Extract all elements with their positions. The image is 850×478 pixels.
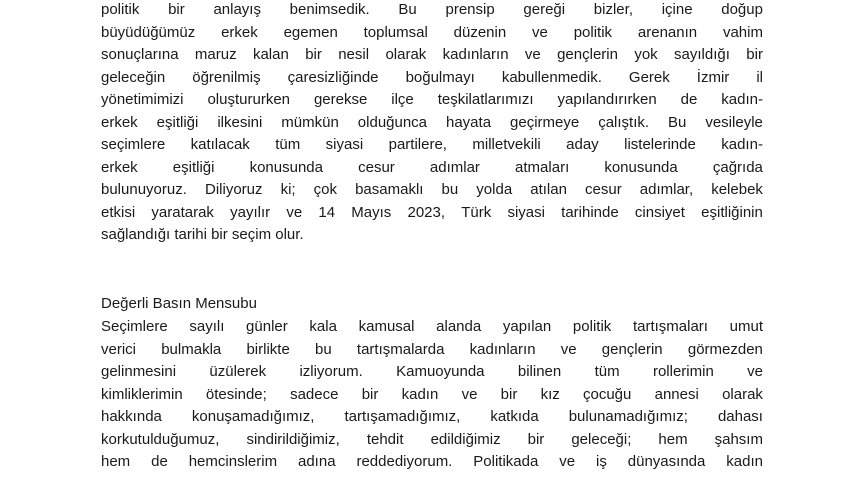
word: oluştururken bbox=[207, 91, 290, 108]
word: adımlar, bbox=[639, 181, 694, 198]
word: siyasi bbox=[325, 136, 364, 153]
word: bir bbox=[361, 385, 379, 403]
word: Gerek bbox=[628, 68, 670, 86]
word: bu bbox=[441, 181, 459, 198]
word: bizler, bbox=[593, 1, 633, 18]
word: yönetimimizi bbox=[101, 91, 184, 108]
word: ki; bbox=[280, 181, 296, 198]
word: kadın bbox=[726, 453, 763, 470]
word: politik bbox=[101, 1, 140, 18]
word: hem bbox=[658, 430, 688, 448]
word: bir bbox=[168, 1, 185, 18]
word: etkisi bbox=[101, 203, 136, 221]
word: Diliyoruz bbox=[204, 181, 263, 198]
word: çok bbox=[313, 181, 337, 198]
word: gerekse bbox=[313, 91, 368, 108]
paragraph-1-line bbox=[101, 134, 763, 157]
word: yok bbox=[634, 46, 658, 63]
word: çağrıda bbox=[712, 158, 763, 176]
word: hakkında bbox=[101, 408, 162, 425]
word: eşitliğinin bbox=[701, 203, 763, 221]
word: Kamuoyunda bbox=[396, 363, 485, 380]
word: anlayış bbox=[213, 1, 261, 18]
word: prensip bbox=[445, 1, 495, 18]
word: 2023, bbox=[407, 203, 446, 221]
word: izliyorum. bbox=[299, 363, 363, 380]
word: dahası bbox=[717, 408, 763, 425]
word: boğulmayı bbox=[405, 68, 475, 86]
word: maruz bbox=[194, 46, 237, 63]
word: ve bbox=[559, 453, 576, 470]
word: ve bbox=[747, 363, 763, 380]
paragraph-2-line bbox=[101, 429, 763, 452]
word: tartışamadığımız, bbox=[344, 408, 461, 425]
word: kadın bbox=[401, 385, 439, 403]
word: de bbox=[151, 453, 168, 470]
word: edildiğimiz bbox=[430, 430, 501, 448]
word: 14 bbox=[318, 203, 336, 221]
word: ve bbox=[560, 340, 577, 358]
word: içine bbox=[661, 1, 693, 18]
word: kelebek bbox=[711, 181, 763, 198]
word: gelinmesini bbox=[101, 363, 177, 380]
word: kadınların bbox=[469, 340, 536, 358]
word: arenanın bbox=[637, 23, 698, 41]
word: kadın- bbox=[721, 91, 763, 108]
paragraph-2-line bbox=[101, 406, 763, 429]
word: sayılı bbox=[189, 318, 225, 335]
word: atılan bbox=[530, 181, 567, 198]
word: kimliklerimin bbox=[101, 385, 183, 403]
word: çocuğu bbox=[583, 385, 632, 403]
word: yapılan bbox=[502, 318, 552, 335]
paragraph-2-line bbox=[101, 361, 763, 384]
word: politik bbox=[572, 318, 612, 335]
word: doğup bbox=[721, 1, 763, 18]
word: umut bbox=[729, 318, 763, 335]
word: olduğunca bbox=[357, 113, 428, 131]
word: Türk bbox=[461, 203, 492, 221]
word: katkıda bbox=[490, 408, 539, 425]
word: düzenin bbox=[453, 23, 507, 41]
word: annesi bbox=[654, 385, 699, 403]
word: gençlerin bbox=[557, 46, 618, 63]
word: sonuçlarına bbox=[101, 46, 179, 63]
word: il bbox=[756, 68, 763, 86]
word: Mayıs bbox=[351, 203, 392, 221]
paragraph-1-line bbox=[101, 157, 763, 180]
word: tehdit bbox=[366, 430, 404, 448]
word: İzmir bbox=[696, 68, 730, 86]
paragraph-1-line bbox=[101, 179, 763, 202]
word: kamusal bbox=[358, 318, 415, 335]
word: partilere, bbox=[388, 136, 447, 153]
paragraph-2-line bbox=[101, 316, 763, 339]
word: toplumsal bbox=[363, 23, 428, 41]
word: tüm bbox=[594, 363, 620, 380]
salutation-text: Değerli Basın Mensubu bbox=[101, 295, 257, 312]
word: basamaklı bbox=[355, 181, 424, 198]
word: verici bbox=[101, 340, 137, 358]
word: adımlar bbox=[429, 158, 480, 176]
word: olarak bbox=[385, 46, 427, 63]
word: benimsedik. bbox=[289, 1, 370, 18]
word: seçimlere bbox=[101, 136, 166, 153]
word: hemcinslerim bbox=[188, 453, 278, 470]
word: olarak bbox=[722, 385, 763, 403]
word: çaresizliğinde bbox=[287, 68, 379, 86]
word: Bu bbox=[668, 113, 687, 131]
word: korkutulduğumuz, bbox=[101, 430, 220, 448]
word: kala bbox=[309, 318, 337, 335]
word: bir bbox=[527, 430, 545, 448]
word: geleceği; bbox=[571, 430, 632, 448]
word: ve bbox=[461, 385, 478, 403]
word: sadece bbox=[290, 385, 339, 403]
word: vesileyle bbox=[705, 113, 763, 131]
word: tartışmalarda bbox=[356, 340, 445, 358]
word: bu bbox=[315, 340, 332, 358]
word: konuşamadığımız, bbox=[191, 408, 315, 425]
paragraph-2-line bbox=[101, 384, 763, 407]
word: Bu bbox=[398, 1, 417, 18]
word: bir bbox=[305, 46, 322, 63]
word: ve bbox=[524, 46, 541, 63]
word: eşitliği bbox=[156, 113, 199, 131]
word: birlikte bbox=[246, 340, 290, 358]
word: cesur bbox=[585, 181, 622, 198]
word: kız bbox=[540, 385, 560, 403]
word: bulunamadığımız; bbox=[568, 408, 688, 425]
word: nesil bbox=[338, 46, 370, 63]
word: bir bbox=[746, 46, 763, 63]
word: tartışmaları bbox=[632, 318, 708, 335]
word: gençlerin bbox=[601, 340, 663, 358]
word: de bbox=[680, 91, 698, 108]
word: reddediyorum. bbox=[356, 453, 453, 470]
paragraph-1 bbox=[101, 0, 763, 247]
word: kabullenmedik. bbox=[501, 68, 602, 86]
word: erkek bbox=[101, 158, 138, 176]
word: yaratarak bbox=[151, 203, 214, 221]
word: üzülerek bbox=[209, 363, 267, 380]
word: sindirildiğimiz, bbox=[246, 430, 340, 448]
word: bulunuyoruz. bbox=[101, 181, 187, 198]
word: erkek bbox=[221, 23, 258, 41]
word: kadınların bbox=[442, 46, 509, 63]
word: ötesinde; bbox=[205, 385, 267, 403]
salutation bbox=[101, 293, 763, 316]
word: hayata bbox=[446, 113, 492, 131]
word: adına bbox=[298, 453, 336, 470]
word: vahim bbox=[722, 23, 763, 41]
word: mümkün bbox=[281, 113, 339, 131]
paragraph-1-line bbox=[101, 89, 763, 112]
paragraph-1-line bbox=[101, 22, 763, 45]
word: öğrenilmiş bbox=[192, 68, 261, 86]
word: egemen bbox=[283, 23, 338, 41]
paragraph-1-line bbox=[101, 67, 763, 90]
word: milletvekili bbox=[472, 136, 541, 153]
word: günler bbox=[246, 318, 288, 335]
word: yayılır bbox=[230, 203, 271, 221]
word: tüm bbox=[275, 136, 301, 153]
word: çalıştık. bbox=[598, 113, 650, 131]
word: ve bbox=[532, 23, 548, 41]
word: ilçe bbox=[391, 91, 414, 108]
word: teşkilatlarımızı bbox=[437, 91, 534, 108]
word: listelerinde bbox=[624, 136, 696, 153]
word: yolda bbox=[476, 181, 513, 198]
word: atmaları bbox=[515, 158, 570, 176]
paragraph-1-line bbox=[101, 202, 763, 225]
word: Politikada bbox=[473, 453, 539, 470]
word: katılacak bbox=[190, 136, 250, 153]
word: konusunda bbox=[249, 158, 323, 176]
word: geçirmeye bbox=[510, 113, 580, 131]
word: dünyasında bbox=[627, 453, 706, 470]
word: bulmakla bbox=[161, 340, 222, 358]
word: bilinen bbox=[517, 363, 562, 380]
word: siyasi bbox=[507, 203, 545, 221]
word: ilkesini bbox=[217, 113, 263, 131]
word: büyüdüğümüz bbox=[101, 23, 196, 41]
word: konusunda bbox=[604, 158, 678, 176]
word: görmezden bbox=[687, 340, 763, 358]
word: aday bbox=[566, 136, 599, 153]
word: ve bbox=[286, 203, 303, 221]
word: hem bbox=[101, 453, 131, 470]
word: politik bbox=[573, 23, 613, 41]
word: cesur bbox=[358, 158, 395, 176]
paragraph-1-line bbox=[101, 112, 763, 135]
word: rollerimin bbox=[652, 363, 714, 380]
word: alanda bbox=[436, 318, 482, 335]
word: kalan bbox=[252, 46, 289, 63]
word: Seçimlere bbox=[101, 318, 168, 335]
word: sayıldığı bbox=[674, 46, 730, 63]
paragraph-2-line bbox=[101, 451, 763, 474]
word: yapılandırırken bbox=[557, 91, 657, 108]
word: şahsım bbox=[714, 430, 763, 448]
word: gereği bbox=[523, 1, 566, 18]
word: cinsiyet bbox=[634, 203, 685, 221]
paragraph-1-last-line: sağlandığı tarihi bir seçim olur. bbox=[101, 226, 304, 243]
word: eşitliği bbox=[172, 158, 215, 176]
paragraph-2-line bbox=[101, 339, 763, 362]
paragraph-1-line bbox=[101, 0, 763, 22]
word: geleceğin bbox=[101, 68, 166, 86]
paragraph-2 bbox=[101, 316, 763, 474]
word: bir bbox=[500, 385, 518, 403]
word: iş bbox=[596, 453, 607, 470]
word: kadın- bbox=[721, 136, 763, 153]
word: tarihinde bbox=[561, 203, 619, 221]
word: erkek bbox=[101, 113, 138, 131]
paragraph-1-line bbox=[101, 44, 763, 67]
